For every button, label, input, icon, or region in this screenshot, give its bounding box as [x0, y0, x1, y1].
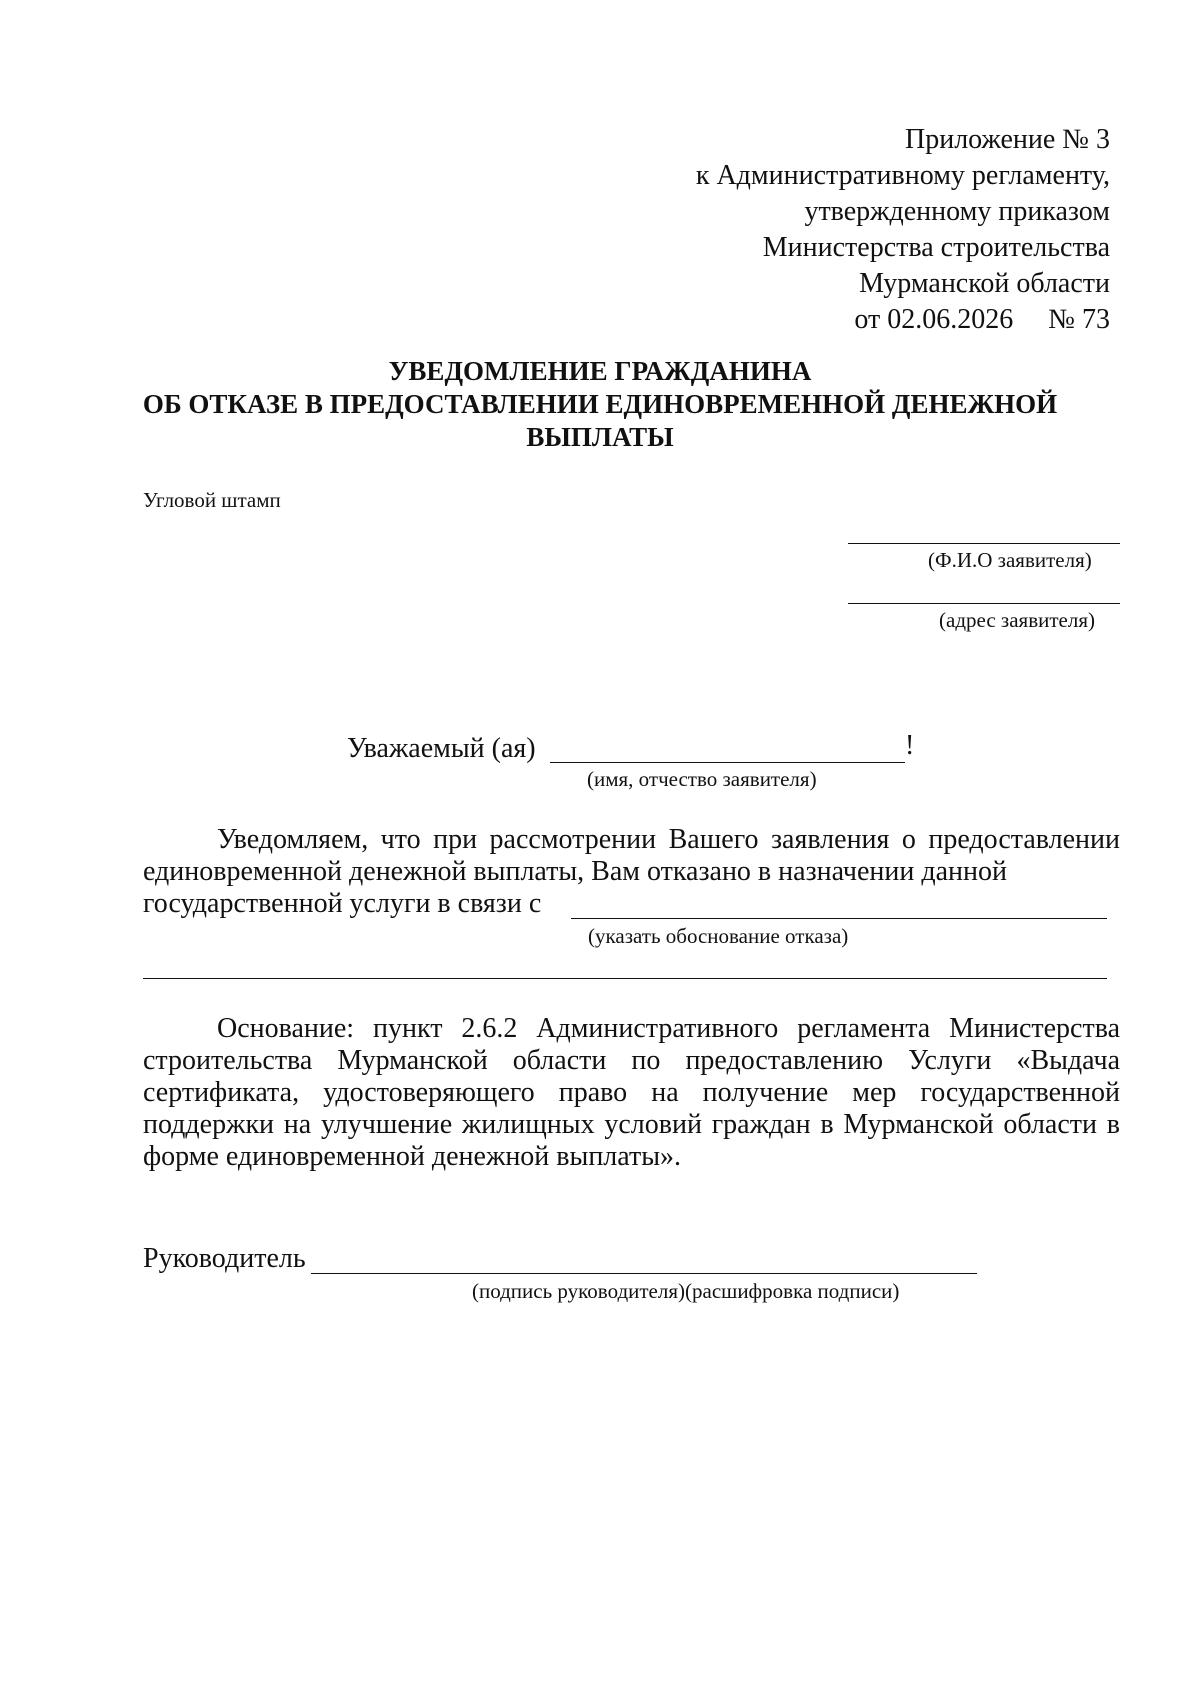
applicant-name-line — [848, 543, 1120, 544]
appendix-reference: к Административному регламенту, — [695, 160, 1110, 191]
signature-line — [311, 1273, 977, 1274]
notice-paragraph: Уведомляем, что при рассмотрении Вашего заявления о предоставлении единовременной денежной выплаты, Вам отказано в назначении данной — [143, 824, 1120, 887]
refusal-reason-line — [571, 918, 1107, 919]
appendix-ministry: Министерства строительства — [762, 232, 1110, 263]
appendix-region: Мурманской области — [859, 268, 1110, 299]
signature-caption: (подпись руководителя)(расшифровка подписи) — [472, 1279, 900, 1303]
corner-stamp-label: Угловой штамп — [143, 488, 281, 512]
document-title — [60, 355, 1140, 454]
refusal-reason-line-2 — [143, 978, 1107, 979]
refusal-reason-caption: (указать обоснование отказа) — [588, 924, 849, 948]
basis-paragraph: Основание: пункт 2.6.2 Административного регламента Министерства строительства Мурманской области по предоставлению Услуги «Выдача сертификата, удостоверяющего право на получение мер государственной поддержки на улучшение жилищных условий граждан в Мурманской области в форме единовременной денежной выплаты». — [143, 1013, 1120, 1172]
appendix-header — [696, 122, 1110, 338]
appendix-number: Приложение № 3 — [905, 124, 1110, 155]
greeting-name-line — [550, 762, 905, 763]
appendix-approved-by: утвержденному приказом — [804, 196, 1110, 227]
applicant-address-line — [848, 603, 1120, 604]
signer-label: Руководитель — [143, 1243, 306, 1274]
greeting-label: Уважаемый (ая) — [347, 733, 536, 764]
greeting-caption: (имя, отчество заявителя) — [587, 767, 817, 791]
title-line-1: УВЕДОМЛЕНИЕ ГРАЖДАНИНА — [388, 356, 812, 386]
applicant-name-caption: (Ф.И.О заявителя) — [928, 548, 1092, 572]
greeting-exclamation: ! — [905, 730, 915, 761]
applicant-address-caption: (адрес заявителя) — [939, 608, 1095, 632]
title-line-2: ОБ ОТКАЗЕ В ПРЕДОСТАВЛЕНИИ ЕДИНОВРЕМЕННОЙ ДЕНЕЖНОЙ — [142, 389, 1058, 419]
notice-reason-prefix: государственной услуги в связи с — [143, 888, 542, 919]
title-line-3: ВЫПЛАТЫ — [526, 422, 674, 452]
appendix-order-date-number: от 02.06.2026 № 73 — [854, 304, 1110, 335]
